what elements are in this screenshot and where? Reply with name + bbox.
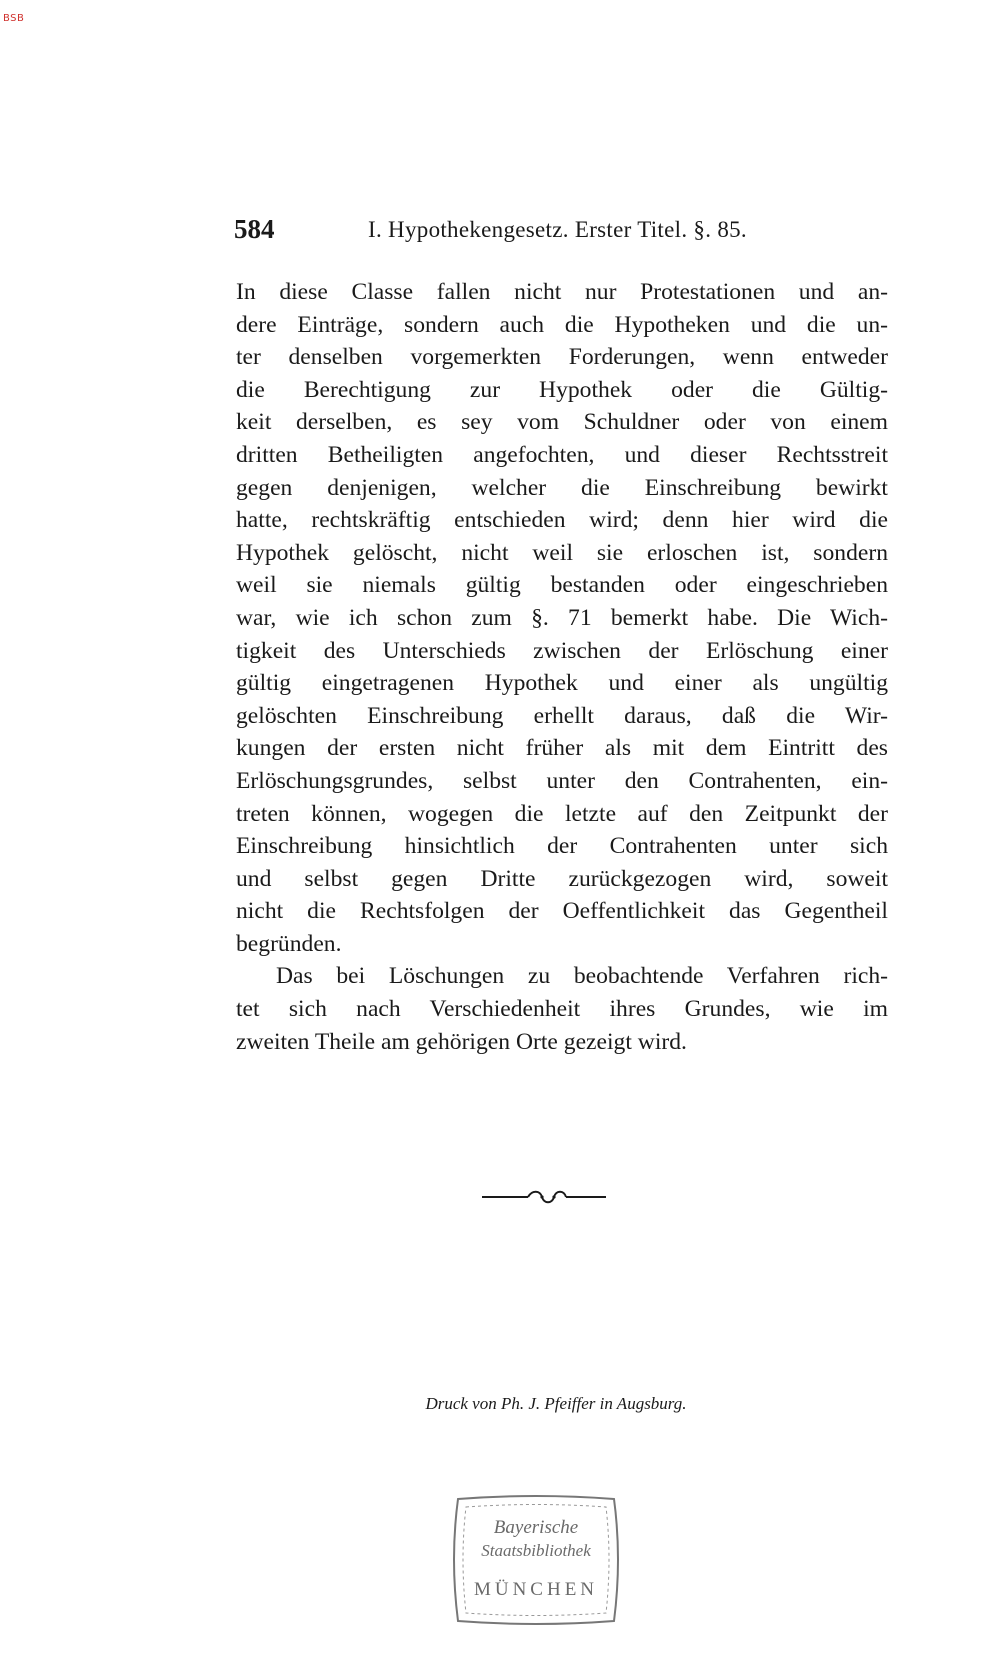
text-line: dere Einträge, sondern auch die Hypotheken und die un-: [236, 311, 888, 338]
text-line: und selbst gegen Dritte zurückgezogen wird, soweit: [236, 865, 888, 892]
printer-imprint: Druck von Ph. J. Pfeiffer in Augsburg.: [425, 1394, 687, 1413]
text-line: kungen der ersten nicht früher als mit dem Eintritt des: [236, 735, 888, 762]
text-line: gegen denjenigen, welcher die Einschreibung bewirkt: [236, 474, 888, 501]
library-watermark: BSB: [3, 13, 25, 24]
paragraph-end-line: begründen.: [236, 930, 342, 957]
text-line: treten können, wogegen die letzte auf den Zeitpunkt der: [236, 800, 888, 827]
text-line: Erlöschungsgrundes, selbst unter den Contrahenten, ein-: [236, 767, 888, 794]
text-line: gültig eingetragenen Hypothek und einer als ungültig: [236, 670, 888, 697]
text-line: ter denselben vorgemerkten Forderungen, wenn entweder: [236, 344, 888, 371]
text-line: tigkeit des Unterschieds zwischen der Erlöschung einer: [236, 637, 888, 664]
text-line: gelöschten Einschreibung erhellt daraus, daß die Wir-: [236, 702, 888, 729]
ornament-divider: [480, 1186, 610, 1208]
text-line: die Berechtigung zur Hypothek oder die Gültig-: [236, 376, 888, 403]
stamp-text: Bayerische: [493, 1517, 579, 1538]
paragraph-end-line: zweiten Theile am gehörigen Orte gezeigt wird.: [236, 1028, 687, 1055]
running-head: [234, 214, 764, 248]
text-line: weil sie niemals gültig bestanden oder eingeschrieben: [236, 572, 888, 599]
paragraph-start-line: Das bei Löschungen zu beobachtende Verfahren rich-: [276, 963, 888, 990]
text-line: Einschreibung hinsichtlich der Contrahenten unter sich: [236, 833, 888, 860]
stamp-text: MÜNCHEN: [473, 1579, 599, 1600]
text-line: In diese Classe fallen nicht nur Protestationen und an-: [236, 279, 888, 305]
body-text: [236, 276, 888, 1058]
text-line: tet sich nach Verschiedenheit ihres Grundes, wie im: [236, 996, 888, 1023]
text-line: war, wie ich schon zum §. 71 bemerkt habe. Die Wich-: [236, 604, 888, 631]
text-line: hatte, rechtskräftig entschieden wird; denn hier wird die: [236, 507, 888, 534]
text-line: keit derselben, es sey vom Schuldner oder von einem: [236, 409, 888, 436]
text-line: Hypothek gelöscht, nicht weil sie erloschen ist, sondern: [236, 539, 888, 566]
stamp-text: Staatsbibliothek: [481, 1541, 591, 1560]
text-line: dritten Betheiligten angefochten, und dieser Rechtsstreit: [236, 441, 888, 468]
page-number: 584: [234, 214, 275, 244]
text-line: nicht die Rechtsfolgen der Oeffentlichkeit das Gegentheil: [236, 898, 888, 925]
library-stamp: [446, 1491, 626, 1629]
running-title: I. Hypothekengesetz. Erster Titel. §. 85.: [368, 217, 747, 242]
